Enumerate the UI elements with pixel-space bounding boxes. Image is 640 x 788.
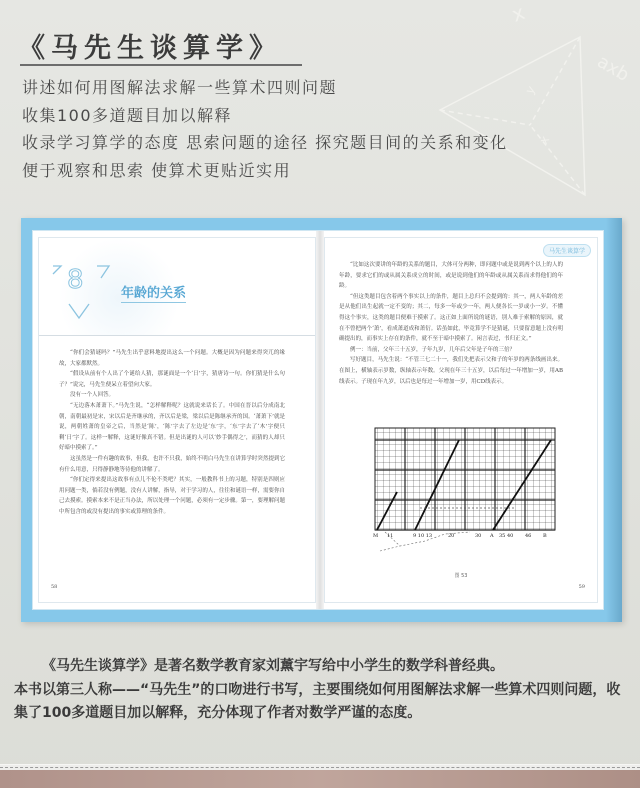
page-number: 59 bbox=[578, 584, 585, 590]
footer-band bbox=[0, 770, 640, 788]
body-paragraph: “比如这次要讲的年龄的关系的题目，大体可分两种，即问题中或是说到两个以上的人的年龄，要求它们的或从属关系成立的时间，或是说到他们的年龄或从属关系而求得他们的年龄。 bbox=[339, 262, 563, 290]
feature-item: 讲述如何用图解法求解一些算术四则问题 bbox=[22, 78, 338, 97]
svg-text:M: M bbox=[373, 533, 379, 539]
svg-text:y: y bbox=[522, 83, 539, 97]
chapter-title: 年龄的关系 bbox=[121, 282, 186, 303]
page-number: 58 bbox=[51, 584, 58, 590]
body-paragraph: 写好题目，马先生说：“不管三七二十一，我们先把表示父和子的年岁的两条线画出来。在图上，横轴表示岁数，纵轴表示年数。父现在年三十五岁，以后每过一年增加一岁，用AB线表示。子现在年九岁，以后也是每过一年增加一岁，用CD线表示。 bbox=[339, 357, 563, 385]
svg-text:axb: axb bbox=[593, 51, 633, 86]
svg-text:46: 46 bbox=[525, 533, 532, 539]
feature-item: 收集100多道题目加以解释 bbox=[22, 105, 233, 125]
body-paragraph: 这虽然是一件有趣的故事，但我，也许不只我，始终不明白马先生在讲算学时突然提到它有什么用意，只得静静地等待他的讲解了。 bbox=[59, 455, 285, 473]
left-page bbox=[38, 237, 316, 603]
open-pages bbox=[32, 230, 604, 610]
book-title: 《马先生谈算学》 bbox=[18, 33, 282, 64]
body-paragraph: “你们会猜谜吗？”马先生出乎意料地提出这么一个问题。大概是因为问题来得突兀的缘故，大家都默然。 bbox=[59, 350, 285, 367]
chapter-header bbox=[39, 238, 315, 336]
book-spine bbox=[316, 231, 324, 609]
body-paragraph: “假设从前有个人出了个谜给人猜，那谜面是一个‘日’字，猜唐诗一句。你们猜是什么句子？”说完，马先生便呆立着望向大家。 bbox=[59, 371, 285, 388]
body-paragraph: “无边落木萧萧下。”马先生说，“怎样解释呢？这就说来话长了。中国在晋以后分成南北朝，南朝最初是宋，宋以后是齐继承的，齐以后是梁，梁以后是陈继承齐的国。‘萧萧下’就是说，两朝姓萧的皇帝之后，当然是‘陈’，‘陈’字去了左边是‘东’字，‘东’字去了‘木’字便只剩‘日’字了。这样一解释，这谜好像真不错。但是出谜的人可以‘妙手偶得之’，而猜的人却只好暗中摸索了。” bbox=[59, 402, 285, 452]
book-introduction bbox=[14, 655, 626, 726]
body-paragraph: “你们定得来提出这故事有点儿不伦不类吧？其实，一般教科书上的习题，特别是四则应用问题一类，倘若没有例题，没有人讲解，指导，对于学习的人，往往和谜语一样，需要你自己去摸索。摸索本来不是正当办法，所以处理一个问题，必须有一定步骤。第一，要理解问题中所包含的或没有提出的事实或算理的条件。 bbox=[59, 477, 285, 515]
right-page-body bbox=[339, 260, 563, 387]
body-paragraph: 没有一个人回答。 bbox=[70, 392, 115, 399]
body-paragraph: “但这类题目包含着两个事实以上的条件，题目上总归不会提到的：其一，两人年龄的差是从他们出生起就一定不变的；其二，每多一年或少一年，两人便各长一岁或小一岁。不懂得这个事实，这类的题目便难于摸索了。这正如上面所说的谜语，别人难于索解的原因，就在不曾把两个‘萧’，看成萧道成和萧衍。话虽如此，毕竟算学不是猜谜，只要留意题上没有明确提出的，而事实上存在的条件，就不至于暗中摸索了。闲言表过，书归正文。” bbox=[339, 293, 563, 343]
book-spread-image bbox=[21, 218, 622, 622]
intro-paragraph: 本书以第三人称——“马先生”的口吻进行书写，主要围绕如何用图解法求解一些算术四则问题，收集了100多道题目加以解释，充分体现了作者对数学严谨的态度。 bbox=[14, 681, 621, 721]
right-page bbox=[324, 237, 598, 603]
series-tag: 马先生谈算学 bbox=[543, 244, 591, 257]
svg-text:11: 11 bbox=[387, 533, 394, 539]
feature-item: 便于观察和思索 使算术更贴近实用 bbox=[22, 160, 292, 180]
feature-list bbox=[22, 74, 508, 184]
svg-text:9 10 13: 9 10 13 bbox=[413, 533, 433, 539]
chapter-number: 8 bbox=[67, 265, 84, 295]
title-divider bbox=[20, 64, 302, 66]
body-paragraph: 例一：当前，父年三十五岁，子年九岁，几年后父年是子年的三倍？ bbox=[350, 346, 516, 353]
svg-text:35 40: 35 40 bbox=[499, 533, 514, 539]
svg-text:x: x bbox=[508, 0, 528, 27]
svg-text:30: 30 bbox=[475, 533, 482, 539]
intro-paragraph: 《马先生谈算学》是著名数学教育家刘薰宇写给中小学生的数学科普经典。 bbox=[42, 658, 504, 674]
svg-text:20: 20 bbox=[448, 533, 455, 539]
left-page-body bbox=[59, 348, 285, 518]
svg-text:x: x bbox=[536, 133, 553, 147]
svg-text:A: A bbox=[490, 533, 494, 539]
feature-item: 收录学习算学的态度 思索问题的途径 探究题目间的关系和变化 bbox=[22, 133, 508, 152]
age-graph-figure bbox=[365, 426, 565, 566]
svg-text:B: B bbox=[543, 533, 547, 539]
figure-caption: 图 53 bbox=[454, 573, 468, 579]
